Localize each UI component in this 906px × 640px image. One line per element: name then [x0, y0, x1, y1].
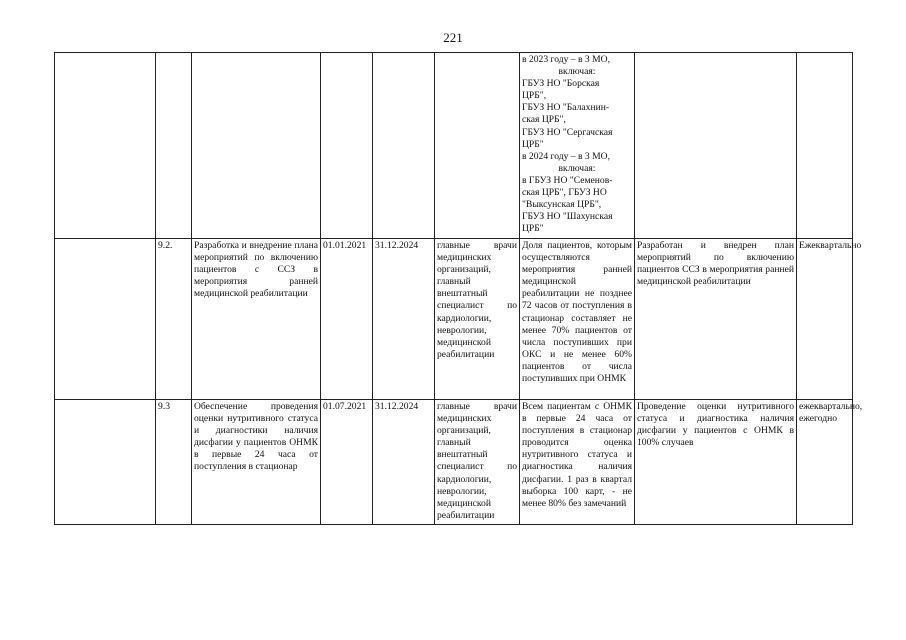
blank-cell — [55, 239, 156, 400]
start-date: 01.01.2021 — [321, 239, 373, 400]
table-row — [55, 239, 853, 400]
indicator-cell — [520, 53, 635, 239]
indicator-line: ЦРБ", — [522, 90, 547, 102]
responsible-cell: главные врачи медицинских организаций, главный внештатный специалист по кардиологии, неврологии, медицинской реабилитации — [435, 239, 520, 400]
item-number: 9.2. — [156, 239, 192, 400]
frequency-cell — [797, 53, 853, 239]
indicator-line: ская ЦРБ", ГБУЗ НО — [522, 187, 607, 199]
indicator-cell: Всем пациентам с ОНМК в первые 24 часа от поступления в стационар проводится оценка нутритивного статуса и диагностика наличия дисфагии. 1 раз в квартал выборка 100 карт, - не менее 80% без замечаний — [520, 400, 635, 525]
indicator-line: ГБУЗ НО "Балахнин- — [522, 102, 610, 114]
event-cell — [192, 53, 321, 239]
result-cell: Разработан и внедрен план мероприятий по включению пациентов ССЗ в мероприятия ранней медицинской реабилитации — [635, 239, 797, 400]
event-cell: Обеспечение проведения оценки нутритивного статуса и диагностики наличия дисфагии у пациентов ОНМК в первые 24 часа от поступления в стационар — [192, 400, 321, 525]
start-date: 01.07.2021 — [321, 400, 373, 525]
responsible-cell: главные врачи медицинских организаций, главный внештатный специалист по кардиологии, неврологии, медицинской реабилитации — [435, 400, 520, 525]
indicator-line: ГБУЗ НО "Сергачская — [522, 126, 613, 138]
indicator-line: в 2023 году – в 3 МО, — [522, 54, 610, 65]
end-date: 31.12.2024 — [373, 239, 435, 400]
indicator-line: ЦРБ" — [522, 223, 544, 235]
blank-cell — [55, 400, 156, 525]
end-date — [373, 53, 435, 239]
indicator-line: ГБУЗ НО "Шахунская — [522, 211, 613, 223]
indicator-line: ская ЦРБ", — [522, 114, 566, 126]
indicator-line: включая: — [558, 66, 596, 78]
measures-table — [54, 52, 863, 525]
frequency-cell: Ежеквартально — [797, 239, 853, 400]
indicator-line: включая: — [558, 162, 596, 174]
indicator-line: ЦРБ" — [522, 138, 544, 150]
item-number — [156, 53, 192, 239]
indicator-cell: Доля пациентов, которым осуществляются мероприятия ранней медицинской реабилитации не позднее 72 часов от поступления в стационар составляет не менее 70% пациентов от числа поступивших при ОКС и не менее 60% пациентов от числа поступивших при ОНМК — [520, 239, 635, 400]
frequency-cell: ежеквартально, ежегодно — [797, 400, 853, 525]
start-date — [321, 53, 373, 239]
indicator-line: ГБУЗ НО "Борская — [522, 78, 600, 90]
event-cell: Разработка и внедрение плана мероприятий по включению пациентов с ССЗ в мероприятия ранней медицинской реабилитации — [192, 239, 321, 400]
end-date: 31.12.2024 — [373, 400, 435, 525]
page-number: 221 — [443, 30, 463, 45]
blank-cell — [55, 53, 156, 239]
indicator-line: "Выксунская ЦРБ", — [522, 199, 602, 211]
table-row — [55, 400, 853, 525]
responsible-cell — [435, 53, 520, 239]
result-cell: Проведение оценки нутритивного статуса и диагностика наличия дисфагии у пациентов с ОНМК в 100% случаев — [635, 400, 797, 525]
indicator-line: в 2024 году – в 3 МО, — [522, 150, 610, 162]
result-cell — [635, 53, 797, 239]
indicator-line: в ГБУЗ НО "Семенов- — [522, 174, 613, 186]
item-number: 9.3 — [156, 400, 192, 525]
table-row — [55, 53, 853, 239]
